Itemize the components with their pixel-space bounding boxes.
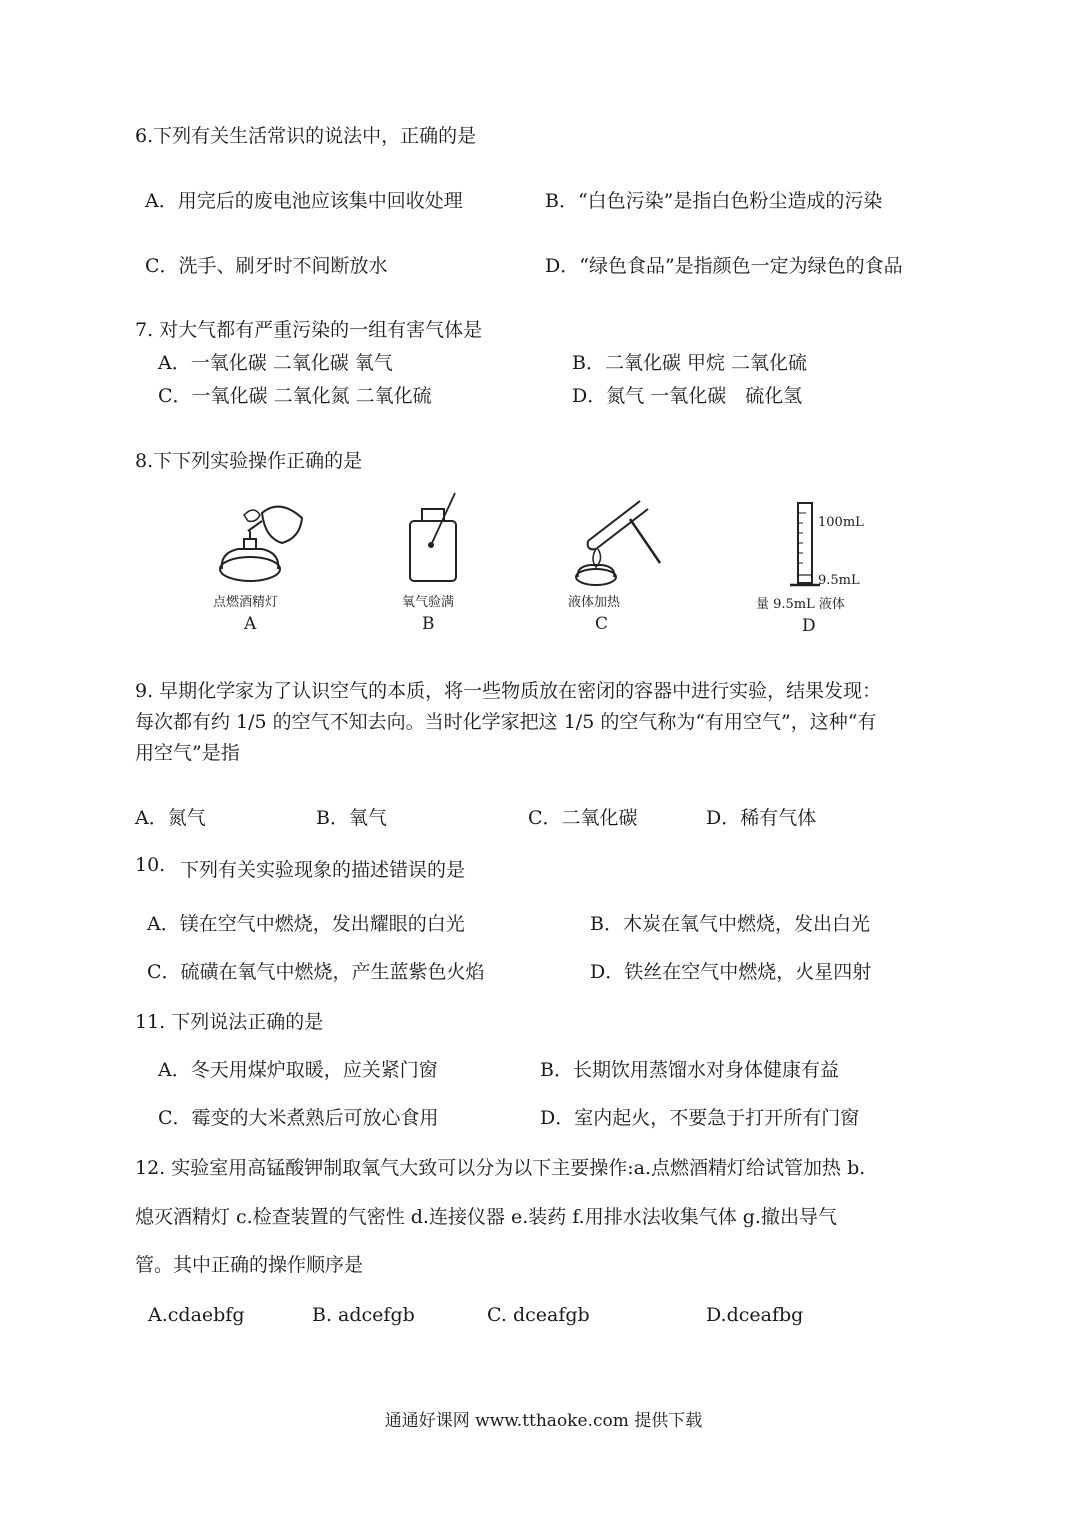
q7-stem: 7. 对大气都有严重污染的一组有害气体是: [135, 319, 483, 341]
q7-option-d: D．氮气 一氧化碳 硫化氢: [572, 385, 803, 407]
q9-line-1: 9. 早期化学家为了认识空气的本质，将一些物质放在密闭的容器中进行实验，结果发现：: [135, 680, 882, 702]
q10-stem: 下列有关实验现象的描述错误的是: [180, 859, 466, 881]
q11-option-d: D．室内起火，不要急于打开所有门窗: [540, 1107, 860, 1129]
q7-option-b: B．二氧化碳 甲烷 二氧化硫: [572, 352, 808, 374]
figure-b-letter: B: [422, 614, 435, 634]
q11-option-b: B．长期饮用蒸馏水对身体健康有益: [540, 1059, 839, 1081]
q12-option-b: B. adcefgb: [312, 1304, 415, 1326]
q10-option-a: A．镁在空气中燃烧，发出耀眼的白光: [147, 913, 465, 935]
q10-option-c: C．硫磺在氧气中燃烧，产生蓝紫色火焰: [147, 961, 485, 983]
q12-option-d: D.dceafbg: [706, 1304, 804, 1326]
figure-d-mark-top: 100mL: [818, 515, 864, 530]
page-footer: 通通好课网 www.tthaoke.com 提供下载: [384, 1411, 703, 1431]
q9-option-c: C．二氧化碳: [528, 807, 638, 829]
q9-option-a: A．氮气: [135, 807, 206, 829]
figure-a: [210, 493, 310, 638]
q7-option-a: A．一氧化碳 二氧化碳 氧气: [158, 352, 393, 374]
q6-option-d: D．“绿色食品”是指颜色一定为绿色的食品: [545, 255, 903, 277]
q10-option-b: B．木炭在氧气中燃烧，发出白光: [590, 913, 870, 935]
q12-line-1: 12. 实验室用高锰酸钾制取氧气大致可以分为以下主要操作:a.点燃酒精灯给试管加热 b.: [135, 1157, 866, 1179]
q6-stem: 6.下列有关生活常识的说法中，正确的是: [135, 125, 477, 147]
figure-c: [560, 493, 670, 638]
q11-stem: 11. 下列说法正确的是: [135, 1011, 324, 1033]
gas-bottle-icon: [380, 493, 480, 588]
test-tube-heating-icon: [560, 493, 670, 588]
graduated-cylinder-icon: [750, 493, 800, 593]
figure-a-letter: A: [244, 614, 257, 634]
figure-d: [750, 493, 868, 638]
figure-a-caption: 点燃酒精灯: [213, 595, 279, 610]
figure-c-caption: 液体加热: [568, 595, 621, 610]
q10-number: 10.: [135, 854, 166, 876]
alcohol-lamp-lighting-icon: [210, 493, 310, 588]
q6-option-b: B．“白色污染”是指白色粉尘造成的污染: [545, 190, 883, 212]
q12-option-c: C. dceafgb: [487, 1304, 590, 1326]
q12-option-a: A.cdaebfg: [148, 1304, 245, 1326]
q11-option-c: C．霉变的大米煮熟后可放心食用: [158, 1107, 439, 1129]
q7-option-c: C．一氧化碳 二氧化氮 二氧化硫: [158, 385, 432, 407]
q12-line-2: 熄灭酒精灯 c.检查装置的气密性 d.连接仪器 e.装药 f.用排水法收集气体 g.撤出导气: [135, 1206, 837, 1228]
q12-line-3: 管。其中正确的操作顺序是: [135, 1254, 364, 1276]
q11-option-a: A．冬天用煤炉取暖，应关紧门窗: [158, 1059, 438, 1081]
q9-line-2: 每次都有约 1/5 的空气不知去向。当时化学家把这 1/5 的空气称为“有用空气”，这种“有: [135, 711, 877, 733]
q9-line-3: 用空气”是指: [135, 742, 240, 764]
figure-b-caption: 氧气验满: [402, 595, 455, 610]
figure-c-letter: C: [595, 614, 609, 634]
figure-d-caption: 量 9.5mL 液体: [756, 597, 845, 612]
q8-figure: [210, 493, 868, 638]
q6-option-a: A．用完后的废电池应该集中回收处理: [145, 190, 463, 212]
q8-stem: 8.下下列实验操作正确的是: [135, 450, 363, 472]
q10-option-d: D．铁丝在空气中燃烧，火星四射: [590, 961, 872, 983]
figure-d-letter: D: [802, 616, 816, 636]
figure-d-mark-bottom: 9.5mL: [818, 573, 860, 588]
q9-option-d: D．稀有气体: [706, 807, 817, 829]
q6-option-c: C．洗手、刷牙时不间断放水: [145, 255, 388, 277]
figure-b: [380, 493, 480, 638]
q9-option-b: B．氧气: [316, 807, 387, 829]
